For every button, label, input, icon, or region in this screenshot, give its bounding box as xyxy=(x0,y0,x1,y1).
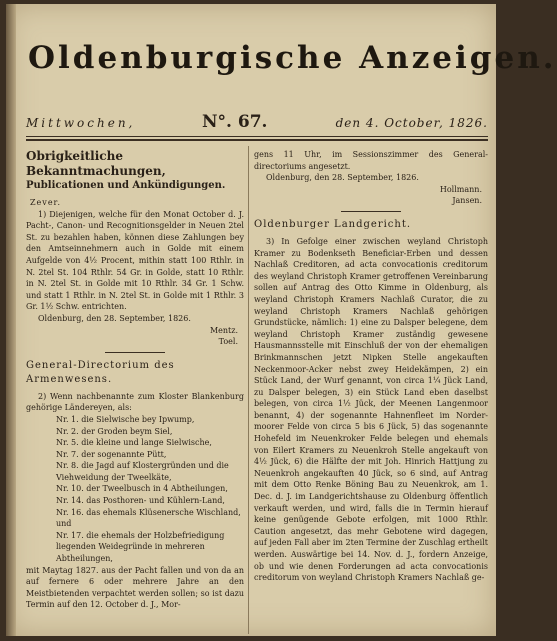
list-item: Nr. 10. der Tweelbusch in 4 Abtheilungen, xyxy=(56,484,228,494)
list-item: Nr. 17. die ehemals der Holzbefriedigung liegenden Weidegründe in mehreren Abtheilungen, xyxy=(56,530,225,564)
section-subheading: Publicationen und Ankündigungen. xyxy=(26,180,226,191)
notice-signer: Jansen. xyxy=(452,196,482,206)
list-item: Nr. 2. der Groden beym Siel, xyxy=(56,426,173,436)
section-heading-landgericht: Oldenburger Landgericht. xyxy=(254,218,412,230)
separator-line xyxy=(341,211,401,212)
column-divider xyxy=(248,146,249,634)
notice-signer: Hollmann. xyxy=(439,184,482,194)
notice-signature-date: Oldenburg, den 28. September, 1826. xyxy=(266,173,419,183)
newspaper-page xyxy=(6,4,557,636)
issue-date: den 4. October, 1826. xyxy=(335,116,488,130)
notice-paragraph-3: mit Maytag 1827. aus der Pacht fallen und von da an auf fernere 6 oder mehrere Jahre an den Meistbietenden verpachtet werden sollen; so ist dazu Termin auf den 12. October d. J., Mor- xyxy=(26,565,244,610)
section-heading: Obrigkeitliche Bekanntmachungen, xyxy=(26,149,166,178)
header-rule xyxy=(26,136,488,137)
notice-signature-date: Oldenburg, den 28. September, 1826. xyxy=(38,313,191,323)
notice-paragraph-landgericht: 3) In Gefolge einer zwischen weyland Christoph Kramer zu Bodenkseth Beneficiar-Erben und dessen Nachlaß Creditoren, ad acta convocationis creditorum des weyland Christoph Kramer getroffenen Vereinbarung sollen auf Antrag des Otto Kimme in Oldenburg, als weyland Christoph Kramers Nachlaß Curator, die zu weyland Christoph Kramers Nachlaß gehörigen Grundstücke, nämlich: 1) eine zu Dalsper belegene, dem weyland Christoph Kramer zuständig gewesene Hausmannsstelle mit Einschluß der von der ehemaligen Brinkmannschen jetzt Nipken Stelle angekauften Neckenmoor-Acker nebst zwey Heidekämpen, 2) ein Stück Land, der Wurf genannt, von circa 1¼ Jück Land, zu Dalsper belegen, 3) ein Stück Land eben daselbst belegen, von circa 1½ Jück, der Meenen Langenmoor benannt, 4) der sogenannte Hahnenfleet im Norder-moorer Felde von circa 5 bis 6 Jück, 5) das sogenannte Hohefeld im Neuenkroker Felde belegen und ehemals von Eilert Kramers zu Neuenkroh Stelle angekauft von 4½ Jück, 6) die Hälfte der mit Joh. Hinrich Hattjung zu Neuenkroh angekauften 40 Jück, so 6 sind, auf Antrag mit dem Otto Renke Böning Bau zu Neuenkrok, am 1. Dec. d. J. im Landgerichtshause zu Oldenburg öffentlich verkauft werden, und wird, falls die in Termin hierauf keine genügende Gebote erfolgen, mit 1000 Rthlr. Caution angesetzt, das mehr Gebotene wird dagegen, auf jeden Fall aber im 2ten Termine der Zuschlag ertheilt werden. Auswärtige bei 14. Nov. d. J., fordern Anzeige, ob und wie denen Forderungen ad acta convocationis creditorum von weyland Christoph Kramers Nachlaß ge- xyxy=(254,236,488,583)
notice-paragraph-2: 2) Wenn nachbenannte zum Kloster Blankenburg gehörige Ländereyen, als: xyxy=(26,391,244,413)
separator-line xyxy=(105,352,165,353)
list-item: Nr. 1. die Sielwische bey Ipwump, xyxy=(56,414,195,424)
binding-gutter xyxy=(6,4,16,636)
left-column xyxy=(26,149,244,611)
list-item: Nr. 8. die Jagd auf Klostergründen und die Viehweidung der Tweelkäte, xyxy=(56,461,229,482)
list-item: Nr. 7. der sogenannte Pütt, xyxy=(56,449,167,459)
issue-weekday: Mittwochen, xyxy=(26,116,136,130)
list-item: Nr. 5. die kleine und lange Sielwische, xyxy=(56,438,212,448)
place-heading: Zever. xyxy=(30,198,62,207)
notice-paragraph-1: 1) Diejenigen, welche für den Monat October d. J. Pacht-, Canon- und Recognitionsgelder in Neuen 2tel St. zu bezahlen haben, können diese Zahlungen bey den Amtseinnehmern auch in Golde mit einem Aufgelde von 4½ Procent, mithin statt 100 Rthlr. in N. 2tel St. 104 Rthlr. 54 Gr. in Golde, statt 10 Rthlr. in N. 2tel St. in Golde mit 10 Rthlr. 34 Gr. 1 Schw. und statt 1 Rthlr. in N. 2tel St. in Golde mit 1 Rthlr. 3 Gr. 1½ Schw. entrichten. xyxy=(26,209,244,312)
masthead-title: Oldenburgische Anzeigen. xyxy=(28,40,557,76)
continued-text: gens 11 Uhr, im Sessionszimmer des General-directoriums angesetzt. xyxy=(254,150,488,171)
list-item: Nr. 14. das Posthoren- und Kühlern-Land, xyxy=(56,496,225,506)
issue-line xyxy=(26,112,488,134)
issue-number: N°. 67. xyxy=(202,112,268,132)
list-item: Nr. 16. das ehemals Klüsenersche Wischland, und xyxy=(56,507,241,529)
header-rule-thick xyxy=(26,139,488,141)
section-heading-armenwesen: General-Directorium des Armenwesens. xyxy=(26,359,175,385)
notice-signer: Mentz. xyxy=(209,325,238,335)
right-column xyxy=(254,149,488,584)
notice-signer: Toel. xyxy=(218,337,238,347)
